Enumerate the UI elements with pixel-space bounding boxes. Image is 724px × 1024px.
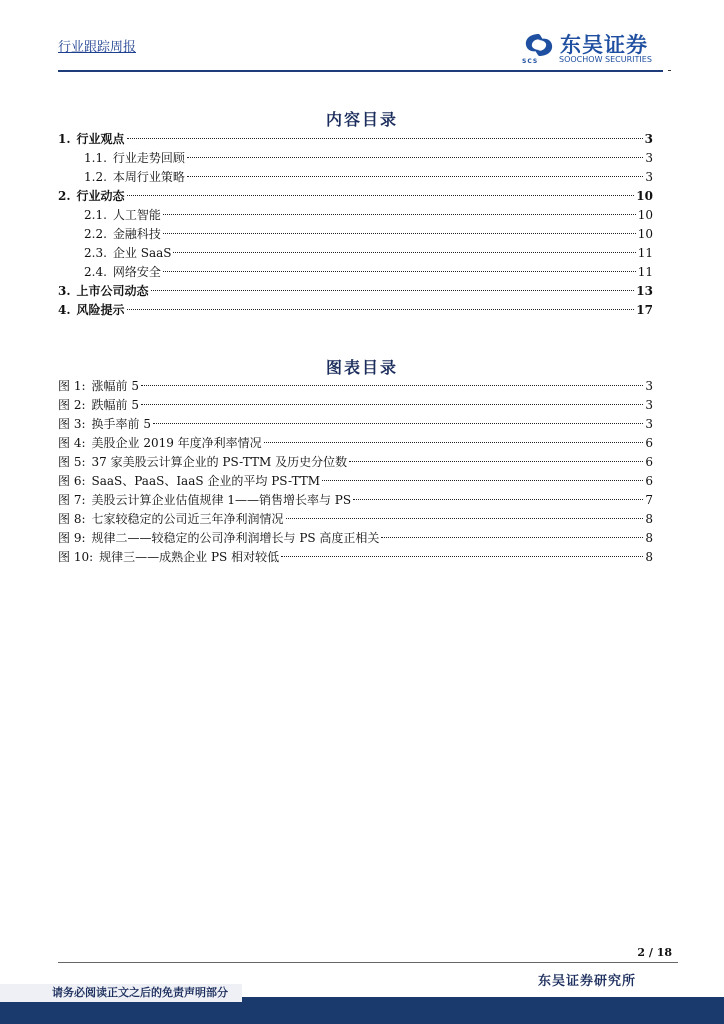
entry-page[interactable]: 6 [645, 474, 653, 488]
entry-title[interactable]: 人工智能 [112, 208, 161, 222]
dot-leader [286, 518, 644, 519]
dot-leader [173, 252, 635, 253]
entry-page[interactable]: 11 [637, 246, 653, 260]
figure-entry[interactable] [58, 491, 653, 510]
entry-number: 图 6: [58, 474, 86, 488]
entry-number: 图 3: [58, 417, 86, 431]
contents-entry[interactable] [58, 263, 653, 282]
entry-number: 3. [58, 284, 71, 298]
figure-entry[interactable] [58, 472, 653, 491]
entry-number: 2.4. [84, 265, 107, 279]
dot-leader [264, 442, 644, 443]
entry-title[interactable]: 跌幅前 5 [91, 398, 139, 412]
dot-leader [153, 423, 643, 424]
contents-entry[interactable] [58, 130, 653, 149]
entry-number: 1.2. [84, 170, 107, 184]
entry-page[interactable]: 8 [645, 550, 653, 564]
figure-entry[interactable] [58, 548, 653, 567]
entry-title[interactable]: 行业动态 [76, 189, 125, 203]
entry-title[interactable]: 企业 SaaS [112, 246, 172, 260]
figure-entry[interactable] [58, 510, 653, 529]
logo-mark-icon [522, 32, 556, 58]
entry-number: 图 1: [58, 379, 86, 393]
entry-title[interactable]: SaaS、PaaS、IaaS 企业的平均 PS-TTM [91, 474, 321, 488]
entry-number: 1. [58, 132, 71, 146]
entry-title[interactable]: 网络安全 [112, 265, 161, 279]
contents-entry[interactable] [58, 282, 653, 301]
entry-number: 图 8: [58, 512, 86, 526]
entry-title[interactable]: 美股企业 2019 年度净利率情况 [91, 436, 262, 450]
entry-page[interactable]: 10 [637, 208, 653, 222]
entry-title[interactable]: 换手率前 5 [91, 417, 151, 431]
dot-leader [151, 290, 635, 291]
entry-title[interactable]: 规律三——成熟企业 PS 相对较低 [99, 550, 280, 564]
figure-entry[interactable] [58, 377, 653, 396]
logo-chinese-name: 东吴证券 [560, 33, 648, 57]
dot-leader [141, 385, 643, 386]
dot-leader [141, 404, 643, 405]
figure-entry[interactable] [58, 453, 653, 472]
entry-number: 图 10: [58, 550, 94, 564]
entry-number: 图 5: [58, 455, 86, 469]
entry-number: 2.1. [84, 208, 107, 222]
dot-leader [187, 176, 643, 177]
dot-leader [163, 214, 636, 215]
entry-page[interactable]: 10 [636, 189, 653, 203]
contents-entry[interactable] [58, 301, 653, 320]
entry-title[interactable]: 美股云计算企业估值规律 1——销售增长率与 PS [91, 493, 352, 507]
figures-list [58, 377, 653, 567]
entry-page[interactable]: 11 [637, 265, 653, 279]
dot-leader [349, 461, 643, 462]
figure-entry[interactable] [58, 396, 653, 415]
dot-leader [353, 499, 643, 500]
entry-number: 图 2: [58, 398, 86, 412]
contents-entry[interactable] [58, 149, 653, 168]
dot-leader [381, 537, 643, 538]
entry-number: 2.3. [84, 246, 107, 260]
contents-entry[interactable] [58, 206, 653, 225]
entry-number: 图 9: [58, 531, 86, 545]
dot-leader [163, 233, 636, 234]
entry-number: 图 7: [58, 493, 86, 507]
entry-page[interactable]: 3 [645, 379, 653, 393]
entry-title[interactable]: 行业走势回顾 [112, 151, 185, 165]
entry-title[interactable]: 规律二——较稳定的公司净利润增长与 PS 高度正相关 [91, 531, 380, 545]
logo-english-name: SOOCHOW SECURITIES [559, 55, 652, 64]
logo-abbr: SCS [522, 58, 539, 65]
dot-leader [281, 556, 643, 557]
figures-title: 图表目录 [325, 358, 398, 377]
figure-entry[interactable] [58, 434, 653, 453]
contents-entry[interactable] [58, 187, 653, 206]
entry-page[interactable]: 3 [645, 170, 653, 184]
contents-entry[interactable] [58, 225, 653, 244]
figure-entry[interactable] [58, 529, 653, 548]
entry-page[interactable]: 6 [645, 455, 653, 469]
entry-title[interactable]: 行业观点 [76, 132, 125, 146]
entry-page[interactable]: 6 [645, 436, 653, 450]
entry-number: 1.1. [84, 151, 107, 165]
entry-number: 2. [58, 189, 71, 203]
contents-title: 内容目录 [325, 110, 398, 129]
footer-divider [58, 962, 678, 963]
entry-page[interactable]: 7 [645, 493, 653, 507]
entry-page[interactable]: 13 [636, 284, 653, 298]
dot-leader [127, 138, 643, 139]
entry-title[interactable]: 本周行业策略 [112, 170, 185, 184]
entry-page[interactable]: 3 [644, 132, 653, 146]
entry-title[interactable]: 七家较稳定的公司近三年净利润情况 [91, 512, 284, 526]
header-marker [668, 70, 671, 71]
header-divider [58, 70, 663, 72]
entry-title[interactable]: 金融科技 [112, 227, 161, 241]
entry-title[interactable]: 37 家美股云计算企业的 PS-TTM 及历史分位数 [91, 455, 348, 469]
entry-page[interactable]: 17 [636, 303, 653, 317]
entry-title[interactable]: 上市公司动态 [76, 284, 149, 298]
page-number: 2 / 18 [637, 946, 672, 959]
institute-name: 东吴证券研究所 [537, 974, 636, 989]
contents-list [58, 130, 653, 320]
contents-entry[interactable] [58, 244, 653, 263]
figure-entry[interactable] [58, 415, 653, 434]
entry-page[interactable]: 8 [645, 512, 653, 526]
disclaimer-text: 请务必阅读正文之后的免责声明部分 [0, 984, 242, 1002]
entry-number: 4. [58, 303, 71, 317]
company-logo [522, 32, 672, 66]
entry-page[interactable]: 3 [645, 151, 653, 165]
entry-page[interactable]: 3 [645, 398, 653, 412]
report-type-link[interactable]: 行业跟踪周报 [58, 40, 137, 55]
entry-number: 图 4: [58, 436, 86, 450]
entry-title[interactable]: 涨幅前 5 [91, 379, 139, 393]
contents-entry[interactable] [58, 168, 653, 187]
entry-title[interactable]: 风险提示 [76, 303, 125, 317]
dot-leader [163, 271, 636, 272]
entry-page[interactable]: 3 [645, 417, 653, 431]
dot-leader [322, 480, 643, 481]
dot-leader [127, 195, 635, 196]
dot-leader [127, 309, 635, 310]
entry-page[interactable]: 10 [637, 227, 653, 241]
entry-number: 2.2. [84, 227, 107, 241]
entry-page[interactable]: 8 [645, 531, 653, 545]
dot-leader [187, 157, 643, 158]
